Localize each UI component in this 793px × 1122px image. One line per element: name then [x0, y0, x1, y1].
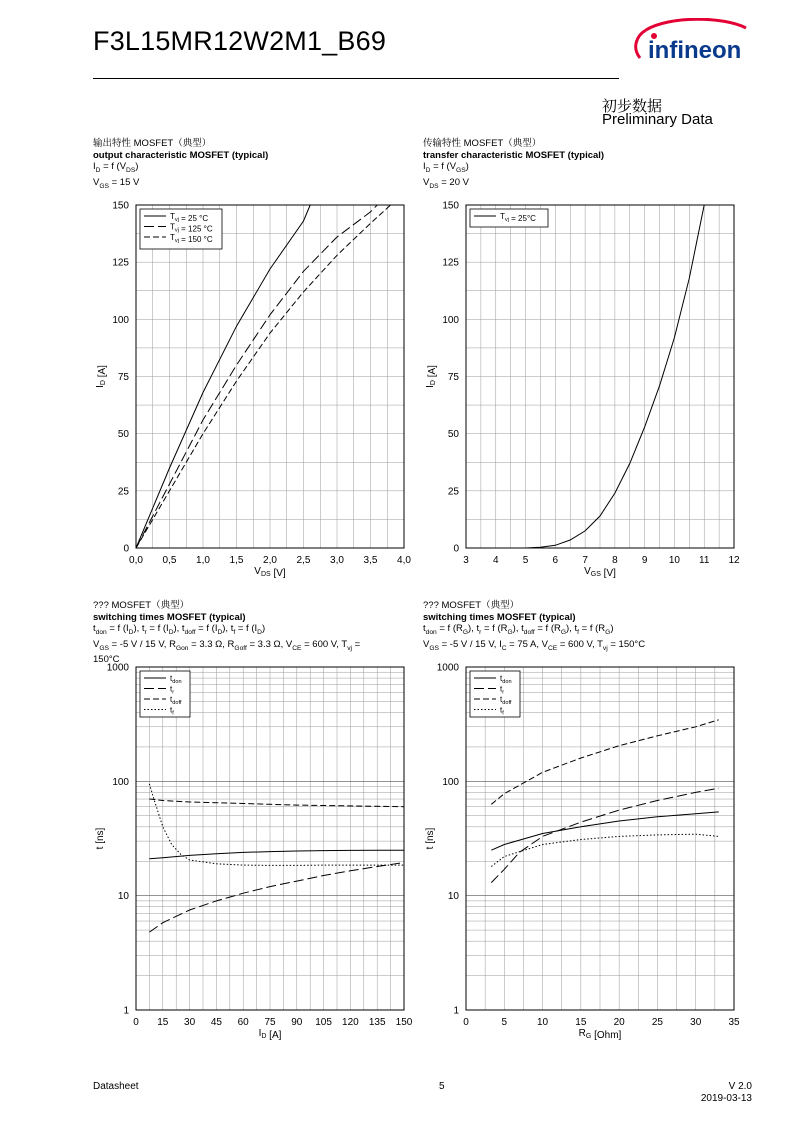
x-tick-label: 10: [537, 1017, 549, 1028]
y-tick-label: 10: [447, 891, 459, 903]
y-tick-label: 125: [112, 257, 129, 269]
x-tick-label: 90: [291, 1017, 303, 1028]
chart4-title-cn: ??? MOSFET（典型）: [423, 600, 520, 611]
x-tick-label: 3,5: [363, 555, 378, 566]
y-tick-label: 1000: [436, 662, 459, 674]
y-tick-label: 100: [442, 776, 459, 788]
x-tick-label: 30: [184, 1017, 196, 1028]
document-title: F3L15MR12W2M1_B69: [93, 26, 387, 56]
x-tick-label: 30: [690, 1017, 702, 1028]
x-tick-label: 0,0: [129, 555, 143, 566]
x-tick-label: 0: [463, 1017, 469, 1028]
y-tick-label: 100: [442, 314, 459, 326]
x-tick-label: 20: [613, 1017, 625, 1028]
chart4-title-en: switching times MOSFET (typical): [423, 611, 576, 623]
y-tick-label: 150: [112, 200, 129, 212]
x-tick-label: 75: [264, 1017, 276, 1028]
x-tick-label: 35: [728, 1017, 740, 1028]
series-line: [491, 834, 718, 866]
chart2-equation: $I_D = f$ $(V_{GS})$: [423, 161, 469, 175]
y-tick-label: 0: [123, 543, 129, 555]
legend-label: $t_{don}$: [170, 674, 182, 685]
chart-4: [425, 663, 740, 1042]
y-axis-label: $I_D$ [A]: [425, 365, 438, 388]
x-tick-label: 0,5: [162, 555, 177, 566]
x-tick-label: 15: [575, 1017, 587, 1028]
legend-label: $t_f$: [170, 705, 174, 717]
chart3-title-cn: ??? MOSFET（典型）: [93, 600, 190, 611]
chart3-condition: $V_{GS} = -5$ V / 15 V, $R_{Gon} = 3.3$ Ω, $R_{Goff} = 3.3$ Ω, $V_{CE} = 600$ V, $T_{vj}$ =: [93, 638, 361, 652]
legend-label: $t_{doff}$: [500, 695, 512, 706]
legend-label: $T_{vj} = 25^\circ C$: [500, 212, 536, 223]
legend-label: $t_{doff}$: [170, 695, 182, 706]
legend-label: $T_{vj} = 125$ °C: [170, 222, 213, 234]
x-tick-label: 8: [612, 555, 618, 566]
y-axis-label: $I_D$ [A]: [95, 365, 108, 388]
chart2-title-en: transfer characteristic MOSFET (typical): [423, 149, 605, 161]
x-axis-label: $V_{GS}$ [V]: [584, 566, 616, 579]
x-tick-label: 12: [728, 555, 740, 566]
x-tick-label: 2,5: [296, 555, 311, 566]
chart3-title-en: switching times MOSFET (typical): [93, 611, 246, 623]
y-axis-label: t [ns]: [95, 827, 106, 850]
series-line: [149, 784, 404, 866]
x-tick-label: 3: [463, 555, 469, 566]
chart1-title-en: output characteristic MOSFET (typical): [93, 149, 269, 161]
chart-3: [95, 663, 413, 1042]
series-line: [491, 720, 718, 805]
x-tick-label: 0: [133, 1017, 139, 1028]
y-tick-label: 125: [442, 257, 459, 269]
x-axis-label: $R_G$ [Ohm]: [578, 1028, 622, 1041]
x-tick-label: 45: [210, 1017, 222, 1028]
chart-2: [425, 201, 740, 580]
y-tick-label: 75: [117, 372, 129, 383]
x-tick-label: 9: [641, 555, 648, 566]
x-tick-label: 7: [582, 555, 588, 566]
y-tick-label: 1: [453, 1005, 459, 1017]
preliminary-label-en: Preliminary Data: [602, 111, 713, 128]
chart2-title-cn: 传输特性 MOSFET（典型）: [423, 138, 542, 149]
y-tick-label: 75: [447, 372, 459, 383]
x-tick-label: 6: [552, 555, 559, 566]
series-line: [149, 863, 404, 933]
legend-label: $t_{don}$: [500, 674, 512, 685]
x-tick-label: 5: [522, 555, 529, 566]
y-tick-label: 1000: [106, 662, 129, 674]
chart2-condition: $V_{DS} = 20$ V: [423, 176, 469, 190]
y-tick-label: 1: [123, 1005, 129, 1017]
x-tick-label: 1,5: [229, 555, 244, 566]
series-line: [491, 788, 718, 882]
x-tick-label: 105: [315, 1017, 332, 1028]
y-tick-label: 25: [447, 486, 459, 498]
x-axis-label: $I_D$ [A]: [258, 1028, 282, 1041]
preliminary-label-cn: 初步数据: [602, 98, 663, 115]
x-tick-label: 135: [368, 1017, 386, 1028]
legend-label: $t_r$: [500, 684, 505, 696]
x-tick-label: 150: [395, 1017, 413, 1028]
x-tick-label: 5: [501, 1017, 508, 1028]
legend-label: $T_{vj} = 25$ °C: [170, 212, 209, 223]
grid: [136, 667, 404, 1010]
x-tick-label: 3,0: [330, 555, 344, 566]
chart3-condition-cont: 150°C: [93, 654, 120, 666]
chart1-equation: $I_D = f$ $(V_{DS})$: [93, 161, 139, 175]
y-tick-label: 0: [453, 543, 459, 555]
series-line: [149, 850, 404, 859]
y-tick-label: 50: [447, 429, 459, 441]
x-tick-label: 25: [651, 1017, 663, 1028]
legend-label: $T_{vj} = 150$ °C: [170, 233, 213, 244]
x-tick-label: 4: [492, 555, 499, 566]
grid: [466, 667, 734, 1010]
y-tick-label: 25: [117, 486, 129, 498]
x-tick-label: 10: [668, 555, 681, 566]
x-tick-label: 60: [237, 1017, 249, 1028]
series-line: [149, 799, 404, 807]
y-tick-label: 10: [117, 891, 129, 903]
chart3-equation: $t_{don} = f$ $(I_D)$, $t_r = f$ $(I_D)$, $t_{doff} = f$ $(I_D)$, $t_f = f$ $(I_D)$: [93, 623, 266, 637]
y-tick-label: 100: [112, 776, 129, 788]
x-axis-label: $V_{DS}$ [V]: [254, 566, 286, 579]
chart4-condition: $V_{GS} = -5$ V / 15 V, $I_C = 75$ A, $V_{CE} = 600$ V, $T_{vj} = 150^\circ C$: [423, 638, 646, 652]
y-tick-label: 100: [112, 314, 129, 326]
x-tick-label: 1,0: [196, 555, 210, 566]
footer-doc-type: Datasheet: [93, 1081, 139, 1092]
y-tick-label: 50: [117, 429, 129, 441]
x-tick-label: 4,0: [397, 555, 411, 566]
footer-date: 2019-03-13: [700, 1093, 752, 1104]
footer-page-number: 5: [439, 1081, 445, 1092]
chart-1: [95, 201, 411, 580]
series-line: [491, 812, 718, 850]
y-tick-label: 150: [442, 200, 459, 212]
logo-wordmark: infineon: [648, 37, 742, 64]
x-tick-label: 15: [157, 1017, 169, 1028]
grid: [136, 205, 404, 548]
x-tick-label: 120: [342, 1017, 359, 1028]
x-tick-label: 2,0: [263, 555, 277, 566]
chart4-equation: $t_{don} = f$ $(R_G)$, $t_r = f$ $(R_G)$, $t_{doff} = f$ $(R_G)$, $t_f = f$ $(R_G)$: [423, 623, 614, 637]
footer-version: V 2.0: [728, 1081, 752, 1092]
legend-label: $t_r$: [170, 684, 175, 696]
chart1-condition: $V_{GS} = 15$ V: [93, 176, 140, 190]
legend-label: $t_f$: [500, 705, 504, 717]
x-tick-label: 11: [699, 555, 710, 566]
chart1-title-cn: 输出特性 MOSFET（典型）: [93, 138, 212, 149]
y-axis-label: t [ns]: [425, 827, 436, 850]
